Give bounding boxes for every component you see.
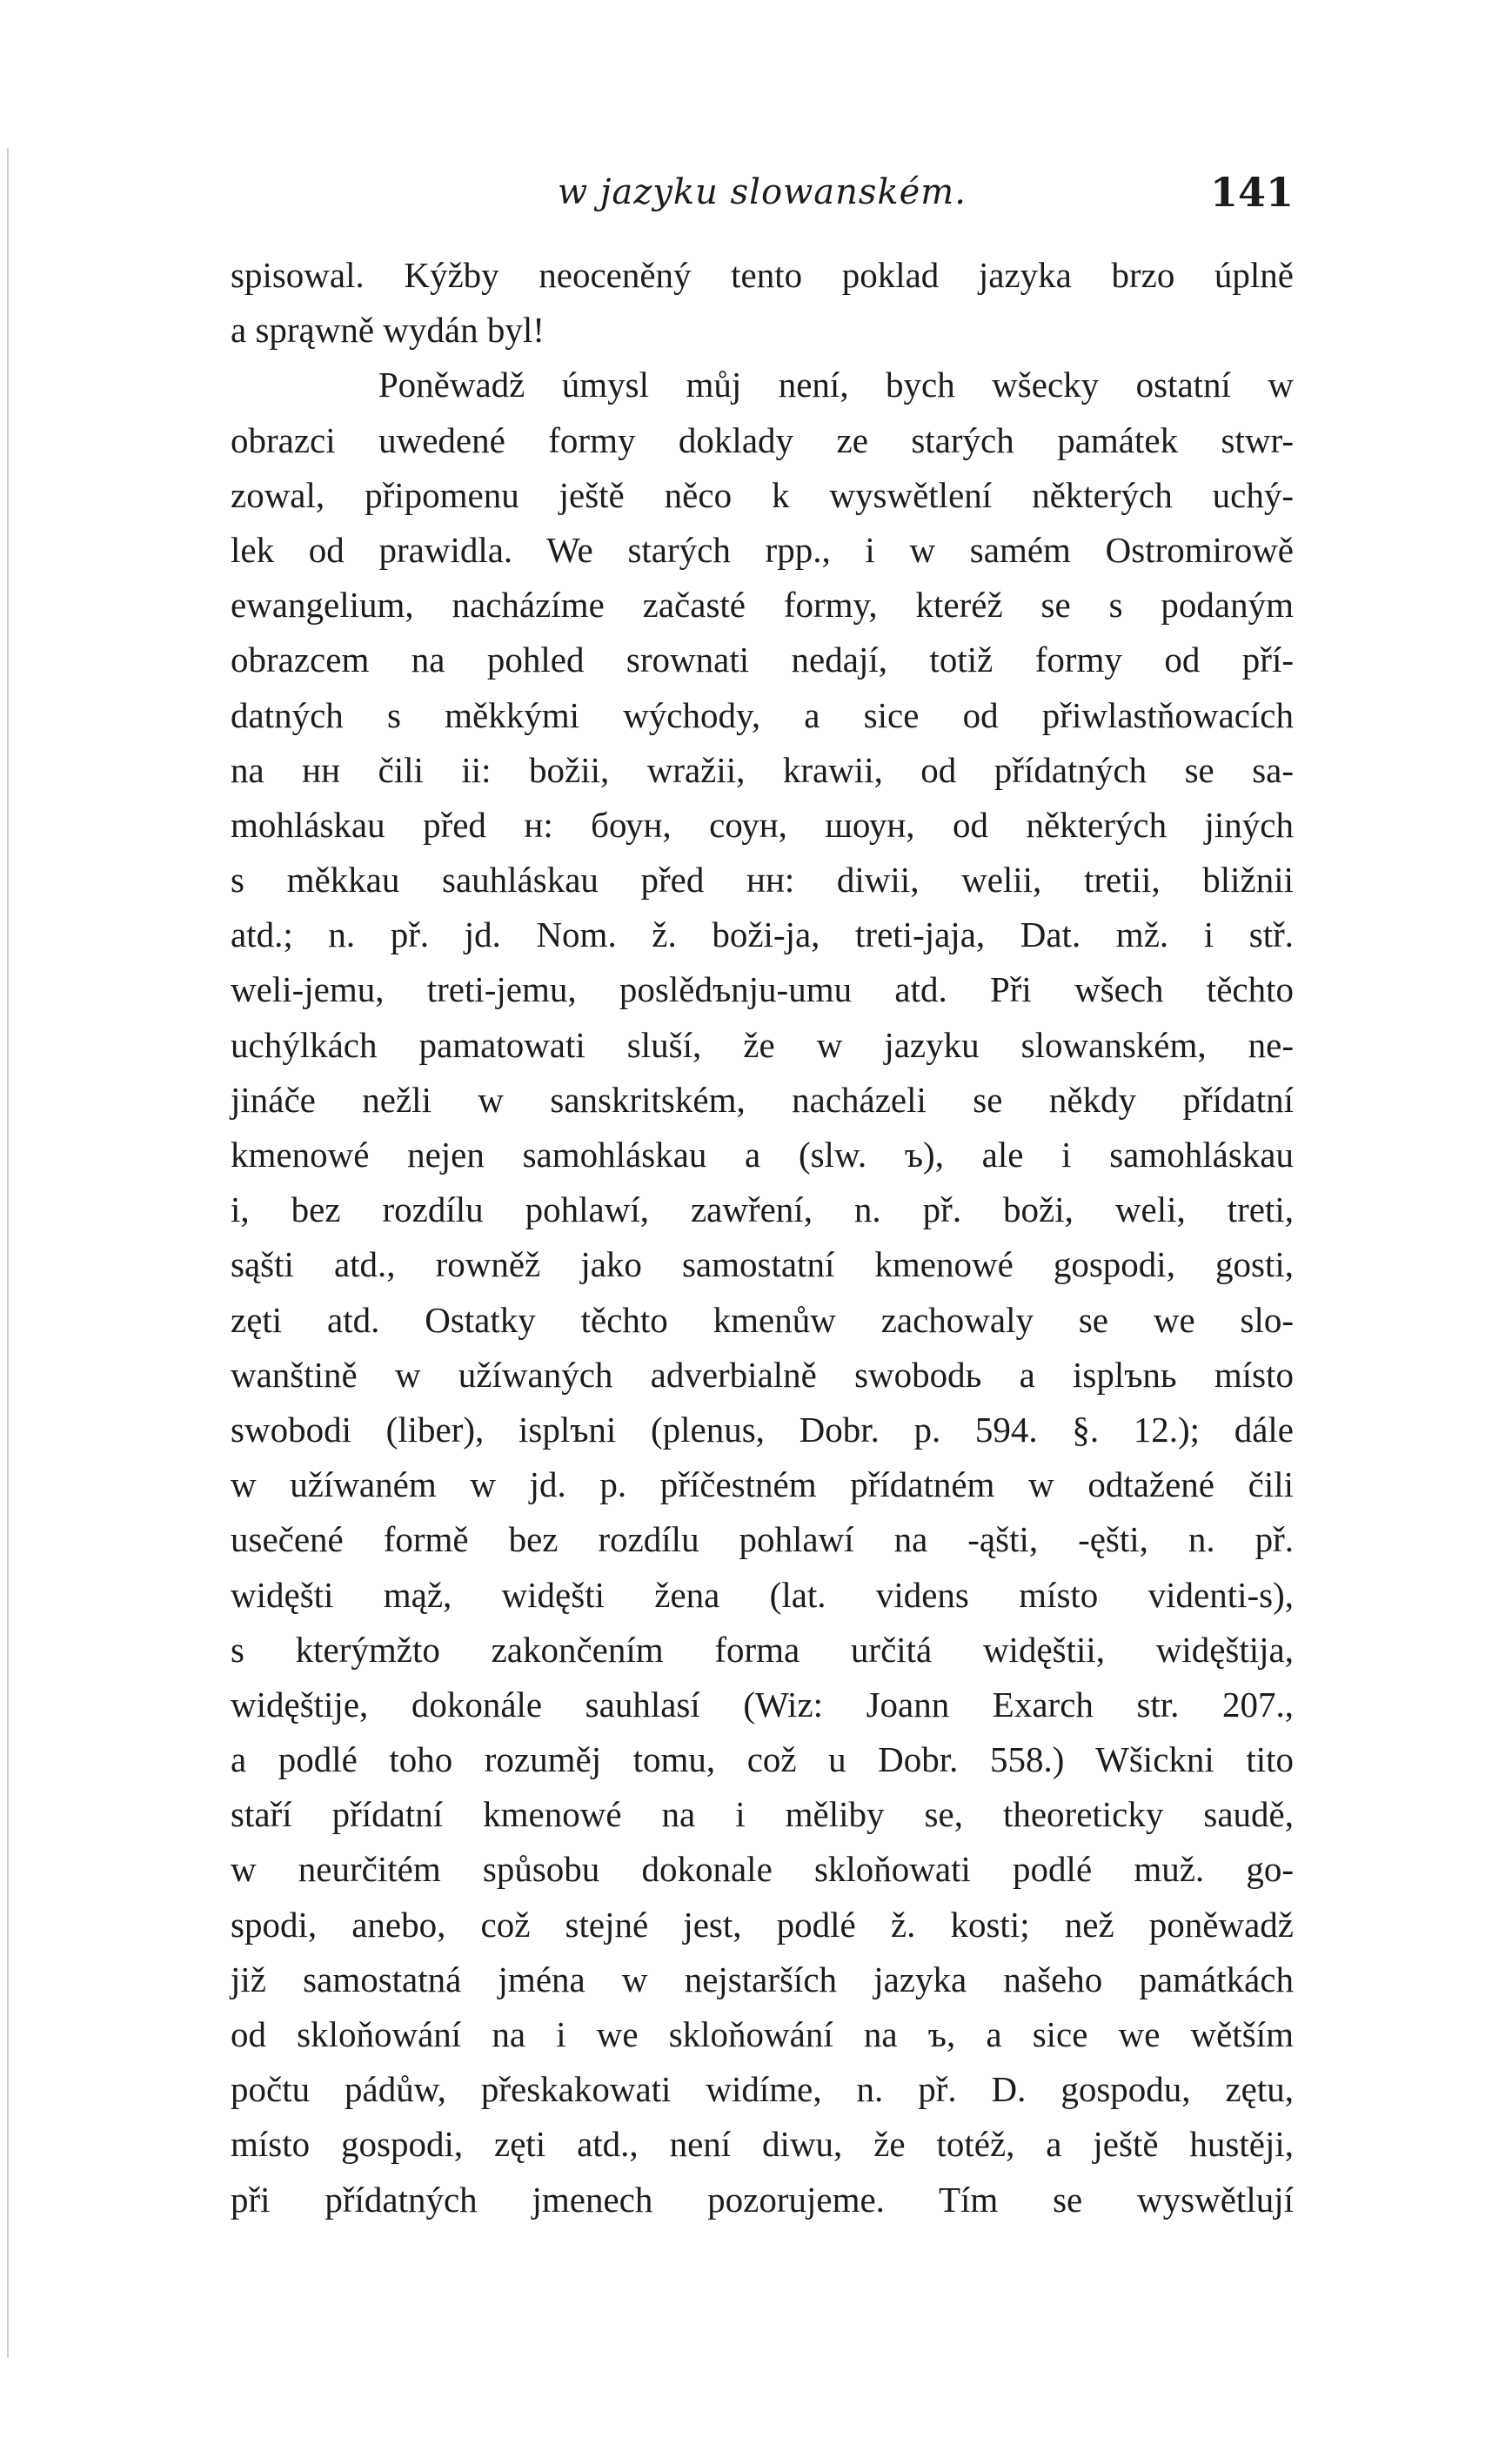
text-line: atd.; n. př. jd. Nom. ž. boži-ja, treti-jaja, Dat. mž. i stř. [231, 914, 1294, 955]
text-line: datných s měkkými wýchody, a sice od přiwlastňowacích [231, 694, 1294, 735]
text-line: w užíwaném w jd. p. příčestném přídatném w odtažené čili [231, 1464, 1294, 1505]
running-title: w jazyku slowanském. [558, 172, 967, 212]
text-line: i, bez rozdílu pohlawí, zawření, n. př. boži, weli, treti, [231, 1189, 1294, 1230]
text-line: swobodi (liber), isplъni (plenus, Dobr. p. 594. §. 12.); dále [231, 1409, 1294, 1450]
text-line: při přídatných jmenech pozorujeme. Tím se wyswětlují [231, 2179, 1294, 2220]
text-line: staří přídatní kmenowé na i měliby se, theoreticky saudě, [231, 1794, 1294, 1835]
text-line: usečené formě bez rozdílu pohlawí na -ąšti, -ęšti, n. př. [231, 1519, 1294, 1560]
text-line: sąšti atd., rowněž jako samostatní kmenowé gospodi, gosti, [231, 1244, 1294, 1285]
text-line: widęštije, dokonále sauhlasí (Wiz: Joann Exarch str. 207., [231, 1684, 1294, 1725]
text-line: a sprąwně wydán byl! [231, 310, 545, 351]
text-line: zowal, připomenu ještě něco k wyswětlení některých uchý- [231, 474, 1294, 515]
text-line: widęšti mąž, widęšti žena (lat. videns místo videnti-s), [231, 1574, 1294, 1615]
text-line: kmenowé nejen samohláskau a (slw. ъ), ale i samohláskau [231, 1135, 1294, 1175]
text-line: spisowal. Kýžby neoceněný tento poklad jazyka brzo úplně [231, 255, 1294, 295]
page-header [231, 164, 1294, 224]
text-line: od skloňowání na i we skloňowání na ъ, a sice we wětším [231, 2014, 1294, 2054]
text-line: wanštině w užíwaných adverbialně swobodь a isplъnь místo [231, 1354, 1294, 1395]
text-line: Poněwadž úmysl můj není, bych wšecky ostatní w [231, 365, 1294, 405]
text-line: s kterýmžto zakončením forma určitá widęštii, widęštija, [231, 1629, 1294, 1670]
text-line: lek od prawidla. We starých rpp., i w samém Ostromirowě [231, 529, 1294, 570]
body-text [231, 248, 1294, 2227]
text-line: místo gospodi, zęti atd., není diwu, že totéž, a ještě hustěji, [231, 2124, 1294, 2165]
text-line: obrazci uwedené formy doklady ze starých památek stwr- [231, 419, 1294, 460]
scan-edge-line [7, 148, 9, 2358]
text-line: a podlé toho rozuměj tomu, což u Dobr. 558.) Wšickni tito [231, 1739, 1294, 1780]
text-line: počtu pádůw, přeskakowati widíme, n. př. D. gospodu, zętu, [231, 2069, 1294, 2110]
text-line: w neurčitém spůsobu dokonale skloňowati podlé muž. go- [231, 1849, 1294, 1890]
text-line: mohláskau před н: боун, соун, шоун, od některých jiných [231, 804, 1294, 845]
text-line: jináče nežli w sanskritském, nacházeli se někdy přídatní [231, 1079, 1294, 1120]
text-line: weli-jemu, treti-jemu, poslědъnju-umu atd. Při wšech těchto [231, 969, 1294, 1010]
text-line: s měkkau sauhláskau před нн: diwii, welii, tretii, bližnii [231, 860, 1294, 901]
text-line: ewangelium, nacházíme začasté formy, kteréž se s podaným [231, 585, 1294, 626]
text-line: uchýlkách pamatowati sluší, že w jazyku slowanském, ne- [231, 1024, 1294, 1065]
text-line: na нн čili ii: božii, wražii, krawii, od přídatných se sa- [231, 749, 1294, 790]
text-line: spodi, anebo, což stejné jest, podlé ž. kosti; než poněwadž [231, 1904, 1294, 1945]
text-line: již samostatná jména w nejstarších jazyka našeho památkách [231, 1959, 1294, 1999]
text-line: zęti atd. Ostatky těchto kmenůw zachowaly se we slo- [231, 1299, 1294, 1340]
text-line: obrazcem na pohled srownati nedají, totiž formy od pří- [231, 640, 1294, 680]
page-number: 141 [1209, 169, 1294, 216]
